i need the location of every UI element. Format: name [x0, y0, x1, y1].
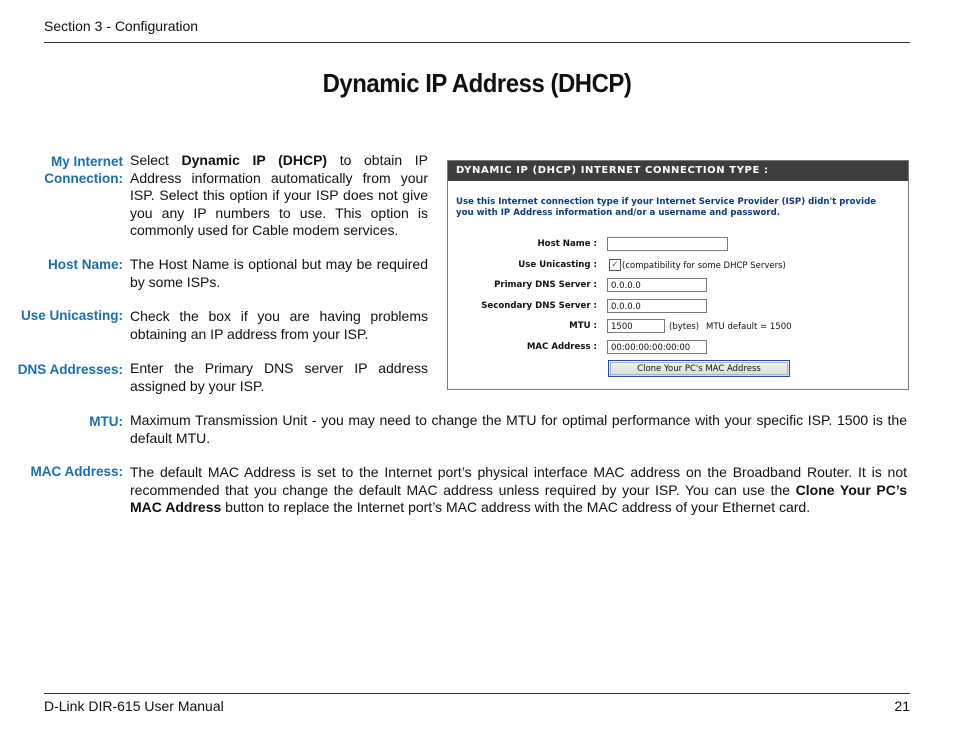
desc-host-name: The Host Name is optional but may be required by some ISPs.	[130, 256, 428, 290]
desc-internet-connection	[130, 152, 428, 240]
label-line: My Internet	[50, 154, 123, 169]
label-mac-address: MAC Address:	[30, 464, 123, 479]
mac-address-input[interactable]: 00:00:00:00:00:00	[607, 340, 707, 354]
header-rule	[44, 42, 910, 43]
primary-dns-input[interactable]: 0.0.0.0	[607, 278, 707, 292]
use-unicasting-row	[448, 258, 908, 274]
secondary-dns-label: Secondary DNS Server :	[481, 301, 597, 311]
clone-mac-button[interactable]: Clone Your PC's MAC Address	[608, 360, 790, 377]
host-name-input[interactable]	[607, 237, 728, 251]
desc-text: The default MAC Address is set to the Internet port’s physical interface MAC address on the Broadband Router. It is not recommended that you change the default MAC address unless required by your ISP. You can use the	[130, 464, 907, 498]
desc-use-unicasting: Check the box if you are having problems obtaining an IP address from your ISP.	[130, 308, 428, 342]
desc-text: to obtain IP Address information automatically from your ISP. Select this option if your ISP does not give you any IP numbers to use. This option is commonly used for Cable modem services.	[130, 152, 428, 238]
footer-rule	[44, 693, 910, 694]
desc-mac-address	[130, 464, 907, 517]
footer-page-number: 21	[894, 698, 910, 714]
section-header: Section 3 - Configuration	[44, 18, 199, 34]
host-name-row	[448, 237, 908, 253]
secondary-dns-input[interactable]: 0.0.0.0	[607, 299, 707, 313]
mac-address-row	[448, 340, 908, 356]
label-mtu: MTU:	[89, 414, 123, 429]
use-unicasting-label: Use Unicasting :	[518, 260, 597, 270]
footer-manual: D-Link DIR-615 User Manual	[44, 698, 224, 714]
secondary-dns-row	[448, 299, 908, 315]
primary-dns-label: Primary DNS Server :	[494, 280, 597, 290]
use-unicasting-checkbox[interactable]: ✓	[609, 259, 621, 271]
panel-intro: Use this Internet connection type if your Internet Service Provider (ISP) didn't provide you with IP Address information and/or a username and password.	[456, 197, 877, 218]
dhcp-config-panel	[447, 160, 909, 390]
mtu-input[interactable]: 1500	[607, 319, 665, 333]
primary-dns-row	[448, 278, 908, 294]
label-use-unicasting: Use Unicasting:	[20, 308, 123, 323]
host-name-label: Host Name :	[537, 239, 597, 249]
label-host-name: Host Name:	[47, 257, 123, 272]
desc-text: Select	[130, 152, 182, 168]
unicast-note: (compatibility for some DHCP Servers)	[622, 261, 786, 271]
mtu-row	[448, 319, 908, 335]
desc-dns-addresses: Enter the Primary DNS server IP address assigned by your ISP.	[130, 360, 428, 394]
desc-text: button to replace the Internet port’s MAC address with the MAC address of your Ethernet card.	[221, 499, 811, 515]
panel-header: DYNAMIC IP (DHCP) INTERNET CONNECTION TYPE :	[448, 161, 908, 181]
mac-address-label: MAC Address :	[526, 342, 597, 352]
label-internet-connection	[44, 153, 123, 187]
label-line: Connection:	[44, 171, 123, 186]
page-title: Dynamic IP Address (DHCP)	[322, 68, 632, 98]
mtu-unit: (bytes)	[669, 322, 700, 332]
desc-bold: Dynamic IP (DHCP)	[181, 152, 328, 168]
mtu-label: MTU :	[569, 321, 597, 331]
desc-mtu: Maximum Transmission Unit - you may need to change the MTU for optimal performance with your specific ISP. 1500 is the default MTU.	[130, 412, 907, 446]
desc-bold: Clone Your PC’s MAC Address	[130, 481, 907, 515]
label-dns-addresses: DNS Addresses:	[17, 362, 123, 377]
mtu-default: MTU default = 1500	[706, 322, 792, 332]
